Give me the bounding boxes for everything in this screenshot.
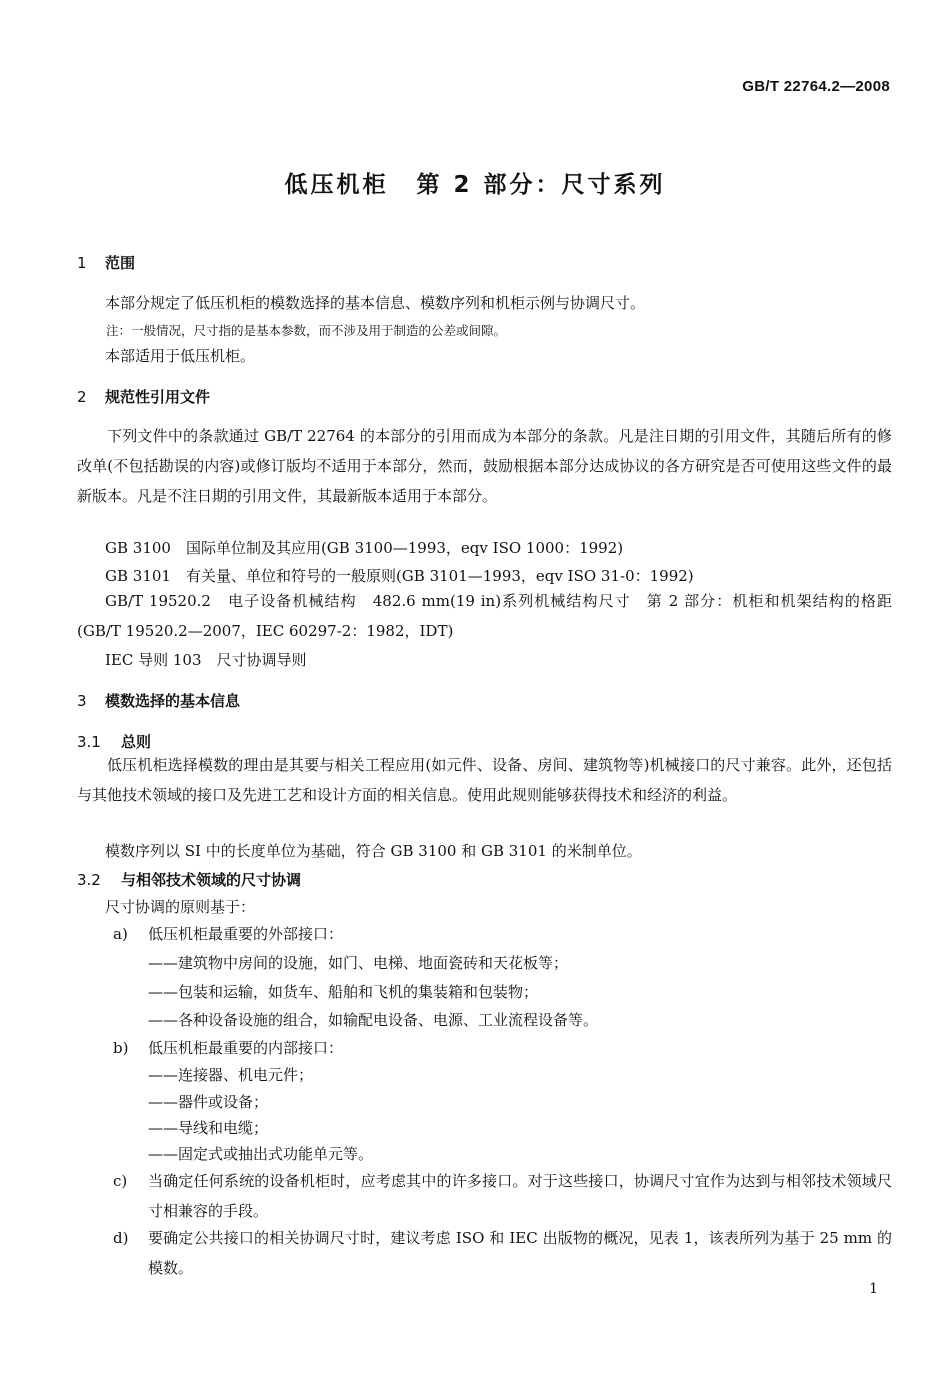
section-title: 模数选择的基本信息 (105, 692, 241, 710)
list-marker: a) (113, 925, 128, 943)
section-2-heading (77, 386, 210, 407)
list-marker: d) (113, 1229, 129, 1247)
normative-intro: 下列文件中的条款通过 GB/T 22764 的本部分的引用而成为本部分的条款。凡是注日期的引用文件，其随后所有的修改单(不包括勘误的内容)或修订版均不适用于本部分，然而，鼓励根据本部分达成协议的各方研究是否可使用这些文件的最新版本。凡是不注日期的引用文件，其最新版本适用于本部分。 (77, 427, 892, 505)
section-title: 与相邻技术领域的尺寸协调 (121, 871, 302, 889)
section-title: 规范性引用文件 (105, 388, 211, 406)
list-item-a (113, 923, 343, 944)
list-text: 低压机柜最重要的内部接口： (148, 1039, 344, 1057)
title-main: 低压机柜 (284, 172, 389, 198)
section-number: 3 (77, 692, 87, 710)
dash-item: ——固定式或抽出式功能单元等。 (148, 1145, 374, 1163)
standard-code: GB/T 22764.2—2008 (742, 78, 890, 95)
scope-note: 注：一般情况，尺寸指的是基本参数，而不涉及用于制造的公差或间隙。 (106, 323, 507, 338)
module-series-paragraph: 模数序列以 SI 中的长度单位为基础，符合 GB 3100 和 GB 3101 的米制单位。 (105, 842, 642, 860)
list-text: 低压机柜最重要的外部接口： (148, 925, 344, 943)
scope-applicability: 本部适用于低压机柜。 (105, 347, 256, 365)
list-item-c-text: 当确定任何系统的设备机柜时，应考虑其中的许多接口。对于这些接口，协调尺寸宜作为达到与相邻技术领域尺寸相兼容的手段。 (148, 1172, 892, 1220)
section-1-heading (77, 252, 135, 273)
general-paragraph: 低压机柜选择模数的理由是其要与相关工程应用(如元件、设备、房间、建筑物等)机械接口的尺寸兼容。此外，还包括与其他技术领域的接口及先进工艺和设计方面的相关信息。使用此规则能够获得技术和经济的利益。 (77, 756, 892, 804)
dash-item: ——器件或设备； (148, 1093, 269, 1111)
dash-item: ——建筑物中房间的设施，如门、电梯、地面瓷砖和天花板等； (148, 954, 569, 972)
section-number: 3.2 (77, 871, 101, 889)
reference-item: IEC 导则 103 尺寸协调导则 (105, 651, 307, 669)
reference-item: GB 3101 有关量、单位和符号的一般原则(GB 3101—1993，eqv ISO 31-0：1992) (105, 567, 694, 585)
list-item-c-marker (113, 1172, 148, 1190)
section-number: 1 (77, 254, 87, 272)
coordination-intro: 尺寸协调的原则基于： (105, 898, 256, 916)
section-3-heading (77, 690, 240, 711)
page-number: 1 (869, 1281, 878, 1297)
list-item-d-text: 要确定公共接口的相关协调尺寸时，建议考虑 ISO 和 IEC 出版物的概况，见表 1，该表所列为基于 25 mm 的模数。 (148, 1229, 892, 1277)
dash-item: ——包装和运输，如货车、船舶和飞机的集装箱和包装物； (148, 983, 539, 1001)
section-number: 3.1 (77, 733, 101, 751)
list-item-d-marker (113, 1229, 148, 1247)
section-3-1-heading (77, 731, 151, 752)
document-title (0, 166, 950, 199)
scope-paragraph: 本部分规定了低压机柜的模数选择的基本信息、模数序列和机柜示例与协调尺寸。 (105, 294, 646, 312)
reference-item: GB/T 19520.2 电子设备机械结构 482.6 mm(19 in)系列机械结构尺寸 第 2 部分：机柜和机架结构的格距(GB/T 19520.2—2007，IEC 60297-2：1982，IDT) (77, 592, 892, 640)
dash-item: ——连接器、机电元件； (148, 1066, 314, 1084)
section-number: 2 (77, 388, 87, 406)
section-title: 总则 (121, 733, 152, 751)
reference-item: GB 3100 国际单位制及其应用(GB 3100—1993，eqv ISO 1000：1992) (105, 539, 624, 557)
section-title: 范围 (105, 254, 136, 272)
list-marker: b) (113, 1039, 129, 1057)
title-part: 第 2 部分：尺寸系列 (416, 172, 666, 198)
dash-item: ——各种设备设施的组合，如输配电设备、电源、工业流程设备等。 (148, 1011, 599, 1029)
list-item-b (113, 1037, 343, 1058)
dash-item: ——导线和电缆； (148, 1119, 269, 1137)
section-3-2-heading (77, 869, 301, 890)
list-marker: c) (113, 1172, 128, 1190)
